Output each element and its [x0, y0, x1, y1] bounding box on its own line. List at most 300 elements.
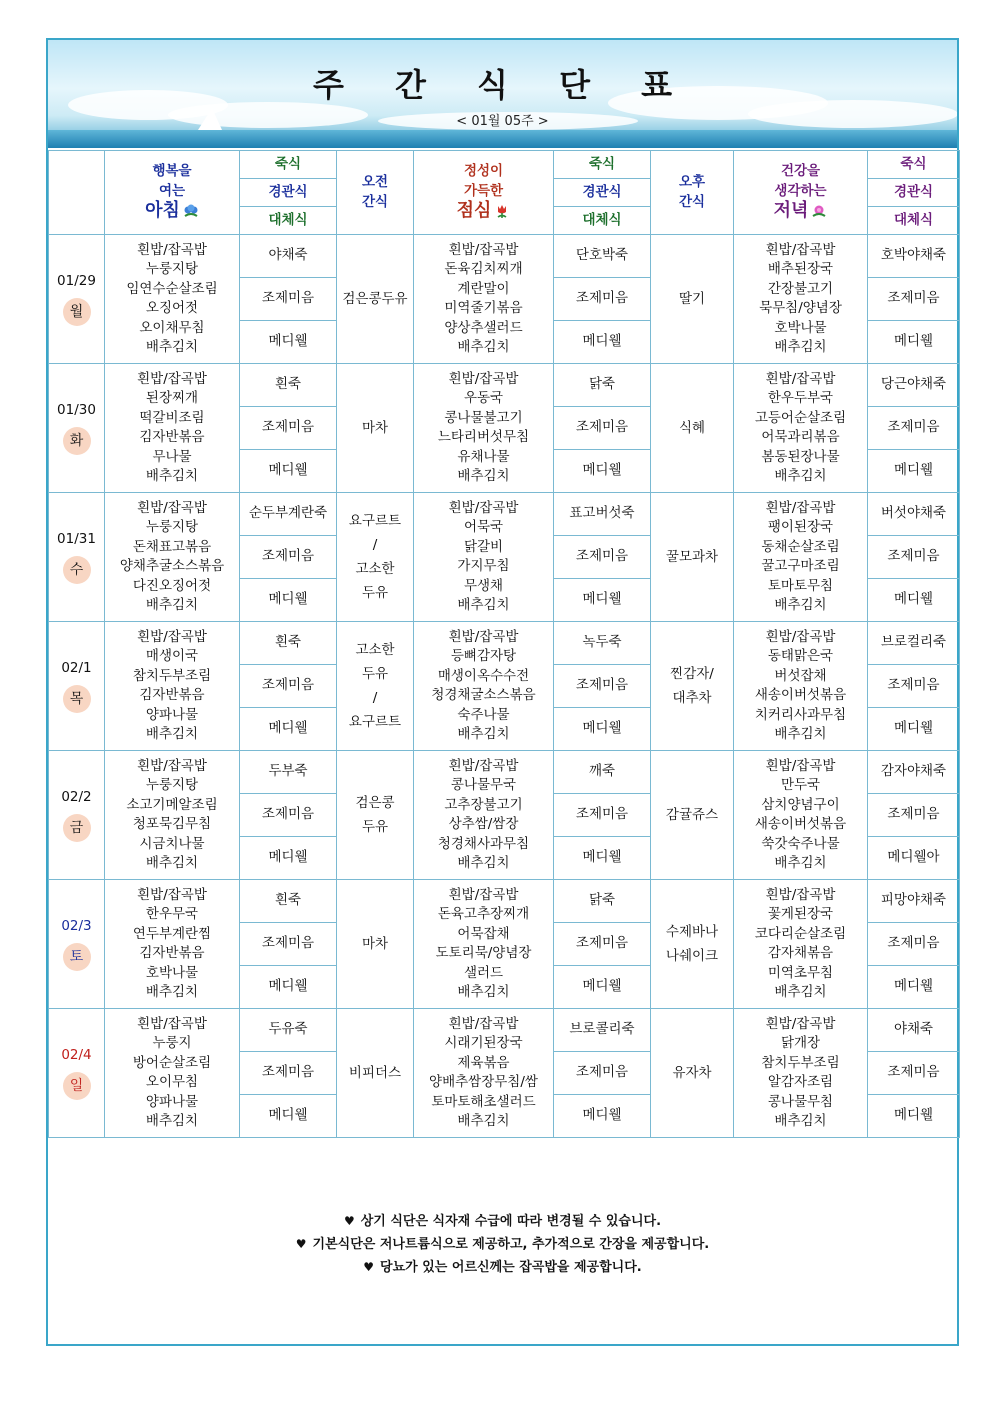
- menu-line: 양배추쌈장무침/쌈: [429, 1074, 538, 1090]
- lunch-porridge: 녹두죽: [554, 622, 651, 665]
- menu-line: 배추김치: [145, 855, 199, 871]
- dinner-porridge: 호박야채죽: [868, 235, 960, 278]
- menu-line: 어묵과리볶음: [761, 429, 840, 445]
- breakfast-porridge: 순두부계란죽: [240, 493, 337, 536]
- date-label: 02/1: [61, 660, 92, 677]
- breakfast-tube: 조제미음: [240, 923, 337, 966]
- lunch-sub-header: 대체식: [554, 207, 651, 235]
- menu-line: 느타리버섯무침: [437, 429, 530, 445]
- dinner-tube: 조제미음: [868, 665, 960, 708]
- pm-snack: [651, 622, 734, 751]
- menu-line: 흰밥/잡곡밥: [448, 1015, 519, 1032]
- date-label: 02/4: [61, 1047, 92, 1064]
- breakfast-tube: 조제미음: [240, 407, 337, 450]
- menu-line: 팽이된장국: [767, 519, 834, 535]
- lunch-substitute: 메디웰: [554, 837, 651, 880]
- menu-line: 닭갈비: [463, 538, 504, 555]
- menu-line: 된장찌개: [145, 390, 199, 406]
- menu-line: 흰밥/잡곡밥: [137, 757, 207, 774]
- menu-line: 딸기: [678, 291, 706, 307]
- dinner-menu: [734, 1009, 868, 1138]
- weekday-badge: 월: [63, 298, 91, 326]
- lunch-substitute: 메디웰: [554, 1095, 651, 1138]
- menu-line: 흰밥/잡곡밥: [765, 1015, 836, 1032]
- menu-line: 흰밥/잡곡밥: [137, 886, 207, 903]
- menu-line: 두유: [361, 666, 389, 682]
- dinner-tube-header: 경관식: [868, 179, 960, 207]
- menu-line: 대추차: [672, 690, 712, 706]
- menu-line: 배추김치: [457, 984, 510, 1000]
- lunch-substitute: 메디웰: [554, 579, 651, 622]
- menu-line: 간장불고기: [767, 280, 834, 297]
- menu-line: 돈육김치찌개: [444, 261, 523, 277]
- menu-line: 계란말이: [457, 280, 510, 297]
- menu-line: 콩나물불고기: [444, 409, 523, 426]
- menu-line: 흰밥/잡곡밥: [137, 1015, 207, 1032]
- dinner-tube: 조제미음: [868, 1052, 960, 1095]
- menu-line: 미역줄기볶음: [444, 300, 523, 316]
- lunch-tube: 조제미음: [554, 794, 651, 837]
- menu-line: 두유: [361, 585, 389, 601]
- breakfast-substitute: 메디웰: [240, 1095, 337, 1138]
- lunch-tube: 조제미음: [554, 1052, 651, 1095]
- menu-line: 배추김치: [774, 1113, 827, 1129]
- menu-line: 무나물: [152, 448, 192, 465]
- menu-line: 누룽지탕: [145, 777, 199, 793]
- lunch-menu: [414, 493, 554, 622]
- weekday-badge: 수: [63, 556, 91, 584]
- menu-frame: [46, 38, 959, 1346]
- menu-line: 오징어젓: [145, 300, 199, 316]
- menu-line: 임연수순살조림: [126, 280, 218, 297]
- lunch-menu: [414, 751, 554, 880]
- lunch-porridge-header: 죽식: [554, 151, 651, 179]
- pm-snack: [651, 235, 734, 364]
- date-cell: [49, 1009, 105, 1138]
- menu-line: 고등어순살조림: [754, 409, 847, 426]
- menu-line: 비피더스: [348, 1065, 402, 1081]
- breakfast-substitute: 메디웰: [240, 579, 337, 622]
- menu-line: 묵무침/양념장: [759, 300, 842, 316]
- menu-line: 찐감자/: [670, 666, 714, 682]
- menu-line: 한우무국: [145, 906, 199, 922]
- menu-line: 미역초무침: [767, 964, 834, 981]
- lunch-tube: 조제미음: [554, 407, 651, 450]
- day-row: [49, 622, 960, 665]
- red-tulip-icon: [494, 204, 510, 218]
- breakfast-porridge: 두부죽: [240, 751, 337, 794]
- menu-line: 버섯잡채: [774, 667, 827, 684]
- breakfast-tube: 조제미음: [240, 665, 337, 708]
- dinner-substitute: 메디웰: [868, 708, 960, 751]
- date-cell: [49, 493, 105, 622]
- dinner-tube: 조제미음: [868, 536, 960, 579]
- menu-line: 꿀고구마조림: [761, 558, 840, 574]
- menu-line: 검은콩두유: [342, 291, 408, 307]
- menu-line: 흰밥/잡곡밥: [765, 628, 836, 645]
- menu-line: 호박나물: [145, 964, 199, 981]
- lunch-menu: [414, 235, 554, 364]
- lunch-header: 정성이 가득한 점심: [414, 151, 554, 235]
- menu-line: 검은콩: [355, 795, 395, 811]
- menu-line: 샐러드: [463, 964, 504, 981]
- note-line: [48, 1233, 957, 1256]
- menu-line: 어묵잡채: [457, 925, 510, 942]
- am-snack: [337, 493, 414, 622]
- menu-line: 상추쌈/쌈장: [448, 816, 519, 832]
- breakfast-tube: 조제미음: [240, 1052, 337, 1095]
- pm-snack-header: 오후 간식: [651, 151, 734, 235]
- menu-line: 배추김치: [457, 726, 510, 742]
- menu-line: 누룽지탕: [145, 261, 199, 277]
- day-row: [49, 235, 960, 278]
- date-label: 01/31: [57, 531, 96, 548]
- menu-line: 배추김치: [774, 855, 827, 871]
- menu-line: 누룽지탕: [145, 519, 199, 535]
- note-text: 상기 식단은 식자재 수급에 따라 변경될 수 있습니다.: [360, 1214, 662, 1229]
- menu-line: 배추김치: [145, 339, 199, 355]
- breakfast-menu: [105, 1009, 240, 1138]
- menu-line: 흰밥/잡곡밥: [137, 628, 207, 645]
- menu-line: 식혜: [678, 420, 706, 436]
- breakfast-substitute: 메디웰: [240, 708, 337, 751]
- date-label: 01/30: [57, 402, 96, 419]
- breakfast-menu: [105, 235, 240, 364]
- menu-line: 요구르트: [348, 513, 402, 529]
- menu-line: 연두부계란찜: [132, 925, 212, 942]
- breakfast-tube: 조제미음: [240, 794, 337, 837]
- am-snack: [337, 880, 414, 1009]
- menu-line: 감자채볶음: [767, 945, 834, 961]
- menu-line: 흰밥/잡곡밥: [765, 241, 836, 258]
- menu-line: 배추김치: [774, 468, 827, 484]
- menu-line: 꽃게된장국: [767, 906, 834, 922]
- date-cell: [49, 880, 105, 1009]
- day-row: [49, 493, 960, 536]
- dinner-header: 건강을 생각하는 저녁: [734, 151, 868, 235]
- lunch-porridge: 단호박죽: [554, 235, 651, 278]
- weekday-badge: 목: [63, 685, 91, 713]
- lunch-tube: 조제미음: [554, 923, 651, 966]
- menu-line: 나쉐이크: [665, 948, 719, 964]
- menu-line: 배추김치: [774, 597, 827, 613]
- menu-line: 배추김치: [145, 726, 199, 742]
- menu-line: 흰밥/잡곡밥: [448, 757, 519, 774]
- menu-line: 닭개장: [780, 1035, 821, 1051]
- date-label: 02/3: [61, 918, 92, 935]
- menu-line: 꿀모과차: [665, 549, 719, 565]
- breakfast-menu: [105, 493, 240, 622]
- day-row: [49, 880, 960, 923]
- menu-line: 만두국: [780, 777, 821, 793]
- lunch-menu: [414, 364, 554, 493]
- weekday-badge: 일: [63, 1072, 91, 1100]
- menu-line: 흰밥/잡곡밥: [765, 499, 836, 516]
- menu-line: 다진오징어젓: [132, 577, 212, 594]
- menu-line: 흰밥/잡곡밥: [137, 370, 207, 387]
- lunch-porridge: 브로콜리죽: [554, 1009, 651, 1052]
- menu-line: 우동국: [463, 390, 504, 406]
- dinner-menu: [734, 622, 868, 751]
- lunch-porridge: 닭죽: [554, 364, 651, 407]
- weekday-badge: 화: [63, 427, 91, 455]
- menu-line: 한우두부국: [767, 390, 834, 406]
- menu-line: 치커리사과무침: [754, 706, 847, 723]
- lunch-porridge: 닭죽: [554, 880, 651, 923]
- sky-banner: [48, 40, 957, 148]
- dinner-porridge: 당근야채죽: [868, 364, 960, 407]
- menu-line: /: [372, 537, 378, 553]
- date-cell: [49, 364, 105, 493]
- menu-line: 고소한: [355, 642, 395, 658]
- note-text: 기본식단은 저나트륨식으로 제공하고, 추가적으로 간장을 제공합니다.: [312, 1237, 710, 1252]
- note-text: 당뇨가 있는 어르신께는 잡곡밥을 제공합니다.: [380, 1260, 642, 1275]
- breakfast-menu: [105, 622, 240, 751]
- pm-snack: [651, 880, 734, 1009]
- pm-snack: [651, 493, 734, 622]
- menu-line: 흰밥/잡곡밥: [765, 370, 836, 387]
- date-cell: [49, 751, 105, 880]
- menu-line: 코다리순살조림: [754, 925, 847, 942]
- menu-line: 콩나물무국: [450, 777, 517, 793]
- weekday-badge: 금: [63, 814, 91, 842]
- menu-line: 제육볶음: [457, 1054, 510, 1071]
- breakfast-tube: 조제미음: [240, 536, 337, 579]
- menu-line: 흰밥/잡곡밥: [448, 241, 519, 258]
- dinner-substitute: 메디웰: [868, 579, 960, 622]
- menu-line: 삼치양념구이: [761, 796, 840, 813]
- date-label: 01/29: [57, 273, 96, 290]
- dinner-menu: [734, 235, 868, 364]
- weekly-menu-table: [48, 150, 960, 1138]
- am-snack: [337, 235, 414, 364]
- menu-line: 호박나물: [774, 319, 827, 336]
- corner-cell: [49, 151, 105, 235]
- menu-line: 양파나물: [145, 1093, 199, 1110]
- menu-line: 유자차: [672, 1065, 712, 1081]
- menu-line: 흰밥/잡곡밥: [765, 886, 836, 903]
- day-row: [49, 364, 960, 407]
- day-row: [49, 1009, 960, 1052]
- dinner-menu: [734, 880, 868, 1009]
- menu-line: 배추된장국: [767, 261, 834, 277]
- menu-line: 시금치나물: [139, 835, 205, 852]
- dinner-sub-header: 대체식: [868, 207, 960, 235]
- lunch-menu: [414, 1009, 554, 1138]
- lunch-porridge: 표고버섯죽: [554, 493, 651, 536]
- lunch-tube: 조제미음: [554, 665, 651, 708]
- menu-line: 오이무침: [145, 1074, 199, 1090]
- am-snack: [337, 622, 414, 751]
- breakfast-porridge: 야채죽: [240, 235, 337, 278]
- menu-line: 배추김치: [145, 597, 199, 613]
- menu-line: /: [372, 690, 378, 706]
- pink-flower-icon: [811, 204, 827, 218]
- date-label: 02/2: [61, 789, 92, 806]
- blue-flower-icon: [183, 204, 199, 218]
- menu-line: 매생이옥수수전: [437, 667, 530, 684]
- lunch-menu: [414, 880, 554, 1009]
- menu-line: 마차: [361, 936, 389, 952]
- menu-line: 배추김치: [457, 468, 510, 484]
- heart-icon: ♥: [343, 1214, 355, 1228]
- dinner-menu: [734, 493, 868, 622]
- menu-line: 흰밥/잡곡밥: [448, 499, 519, 516]
- breakfast-menu: [105, 364, 240, 493]
- menu-line: 새송이버섯볶음: [754, 816, 847, 832]
- dinner-substitute: 메디웰: [868, 966, 960, 1009]
- menu-line: 양채추굴소스볶음: [119, 558, 225, 574]
- am-snack: [337, 1009, 414, 1138]
- menu-line: 떡갈비조림: [139, 409, 205, 426]
- pm-snack: [651, 364, 734, 493]
- am-snack: [337, 364, 414, 493]
- lunch-tube: 조제미음: [554, 536, 651, 579]
- menu-line: 김자반볶음: [139, 429, 205, 445]
- menu-line: 매생이국: [145, 648, 199, 664]
- pm-snack: [651, 1009, 734, 1138]
- breakfast-header: 행복을 여는 아침: [105, 151, 240, 235]
- menu-line: 요구르트: [348, 714, 402, 730]
- breakfast-substitute: 메디웰: [240, 837, 337, 880]
- menu-line: 흰밥/잡곡밥: [448, 886, 519, 903]
- menu-line: 유채나물: [457, 448, 510, 465]
- dinner-substitute: 메디웰아: [868, 837, 960, 880]
- dinner-porridge: 감자야채죽: [868, 751, 960, 794]
- menu-line: 등뼈감자탕: [450, 648, 517, 664]
- weekday-badge: 토: [63, 943, 91, 971]
- menu-line: 김자반볶음: [139, 687, 205, 703]
- menu-line: 청포묵김무침: [132, 816, 212, 832]
- menu-line: 흰밥/잡곡밥: [765, 757, 836, 774]
- menu-line: 동태맑은국: [767, 648, 834, 664]
- menu-line: 배추김치: [457, 597, 510, 613]
- menu-line: 양상추샐러드: [444, 319, 523, 336]
- lunch-substitute: 메디웰: [554, 321, 651, 364]
- menu-line: 고소한: [355, 561, 395, 577]
- menu-line: 어묵국: [463, 519, 504, 535]
- dinner-porridge: 피망야채죽: [868, 880, 960, 923]
- breakfast-porridge-header: 죽식: [240, 151, 337, 179]
- dinner-porridge-header: 죽식: [868, 151, 960, 179]
- menu-line: 도토리묵/양념장: [435, 945, 532, 961]
- menu-line: 배추김치: [457, 339, 510, 355]
- menu-line: 동채순살조림: [761, 538, 840, 555]
- menu-line: 참치두부조림: [761, 1054, 840, 1071]
- menu-line: 숙주나물: [457, 706, 510, 723]
- dinner-porridge: 버섯야채죽: [868, 493, 960, 536]
- menu-line: 돈채표고볶음: [132, 538, 212, 555]
- dinner-tube: 조제미음: [868, 407, 960, 450]
- breakfast-porridge: 흰죽: [240, 880, 337, 923]
- lunch-porridge: 깨죽: [554, 751, 651, 794]
- lunch-tube-header: 경관식: [554, 179, 651, 207]
- menu-line: 배추김치: [145, 984, 199, 1000]
- menu-line: 김자반볶음: [139, 945, 205, 961]
- dinner-tube: 조제미음: [868, 923, 960, 966]
- menu-line: 흰밥/잡곡밥: [448, 370, 519, 387]
- breakfast-substitute: 메디웰: [240, 321, 337, 364]
- breakfast-porridge: 흰죽: [240, 364, 337, 407]
- date-cell: [49, 622, 105, 751]
- breakfast-sub-header: 대체식: [240, 207, 337, 235]
- menu-line: 두유: [361, 819, 389, 835]
- dinner-substitute: 메디웰: [868, 321, 960, 364]
- lunch-substitute: 메디웰: [554, 450, 651, 493]
- breakfast-tube: 조제미음: [240, 278, 337, 321]
- menu-line: 배추김치: [457, 855, 510, 871]
- dinner-porridge: 브로컬리죽: [868, 622, 960, 665]
- menu-line: 봄동된장나물: [761, 448, 840, 465]
- pm-snack: [651, 751, 734, 880]
- menu-line: 새송이버섯볶음: [754, 687, 847, 703]
- heart-icon: ♥: [295, 1237, 307, 1251]
- menu-line: 배추김치: [145, 468, 199, 484]
- lunch-substitute: 메디웰: [554, 708, 651, 751]
- menu-line: 배추김치: [145, 1113, 199, 1129]
- header-row: [49, 151, 960, 179]
- lunch-menu: [414, 622, 554, 751]
- menu-line: 마차: [361, 420, 389, 436]
- dinner-tube: 조제미음: [868, 278, 960, 321]
- date-cell: [49, 235, 105, 364]
- menu-line: 알감자조림: [767, 1074, 834, 1090]
- menu-line: 수제바나: [665, 924, 719, 940]
- menu-line: 청경채굴소스볶음: [431, 687, 536, 703]
- day-row: [49, 751, 960, 794]
- dinner-menu: [734, 364, 868, 493]
- dinner-substitute: 메디웰: [868, 1095, 960, 1138]
- menu-line: 청경채사과무침: [437, 835, 530, 852]
- menu-line: 감귤쥬스: [665, 807, 719, 823]
- notes-section: [48, 1210, 957, 1279]
- dinner-tube: 조제미음: [868, 794, 960, 837]
- lunch-substitute: 메디웰: [554, 966, 651, 1009]
- breakfast-menu: [105, 880, 240, 1009]
- page-title: 주 간 식 단 표: [312, 66, 693, 104]
- sea-strip: [48, 130, 957, 148]
- breakfast-substitute: 메디웰: [240, 450, 337, 493]
- note-line: [48, 1256, 957, 1279]
- menu-line: 배추김치: [457, 1113, 510, 1129]
- menu-line: 시래기된장국: [444, 1035, 523, 1051]
- breakfast-substitute: 메디웰: [240, 966, 337, 1009]
- menu-line: 콩나물무침: [767, 1093, 834, 1110]
- menu-line: 가지무침: [457, 558, 510, 574]
- menu-line: 토마토해초샐러드: [431, 1093, 536, 1110]
- menu-line: 배추김치: [774, 984, 827, 1000]
- breakfast-porridge: 흰죽: [240, 622, 337, 665]
- heart-icon: ♥: [363, 1260, 375, 1274]
- menu-line: 오이채무침: [139, 319, 205, 336]
- menu-line: 돈육고추장찌개: [437, 906, 530, 922]
- lunch-tube: 조제미음: [554, 278, 651, 321]
- breakfast-menu: [105, 751, 240, 880]
- menu-line: 고추장불고기: [444, 796, 523, 813]
- menu-line: 소고기메알조림: [126, 796, 218, 813]
- menu-line: 참치두부조림: [132, 667, 212, 684]
- menu-line: 누룽지: [152, 1035, 192, 1051]
- menu-line: 토마토무침: [767, 577, 834, 594]
- menu-line: 무생채: [463, 577, 504, 594]
- menu-line: 양파나물: [145, 706, 199, 723]
- week-label: < 01월 05주 >: [456, 114, 549, 129]
- menu-line: 쑥갓숙주나물: [761, 835, 840, 852]
- menu-line: 방어순살조림: [132, 1054, 212, 1071]
- breakfast-tube-header: 경관식: [240, 179, 337, 207]
- breakfast-porridge: 두유죽: [240, 1009, 337, 1052]
- dinner-substitute: 메디웰: [868, 450, 960, 493]
